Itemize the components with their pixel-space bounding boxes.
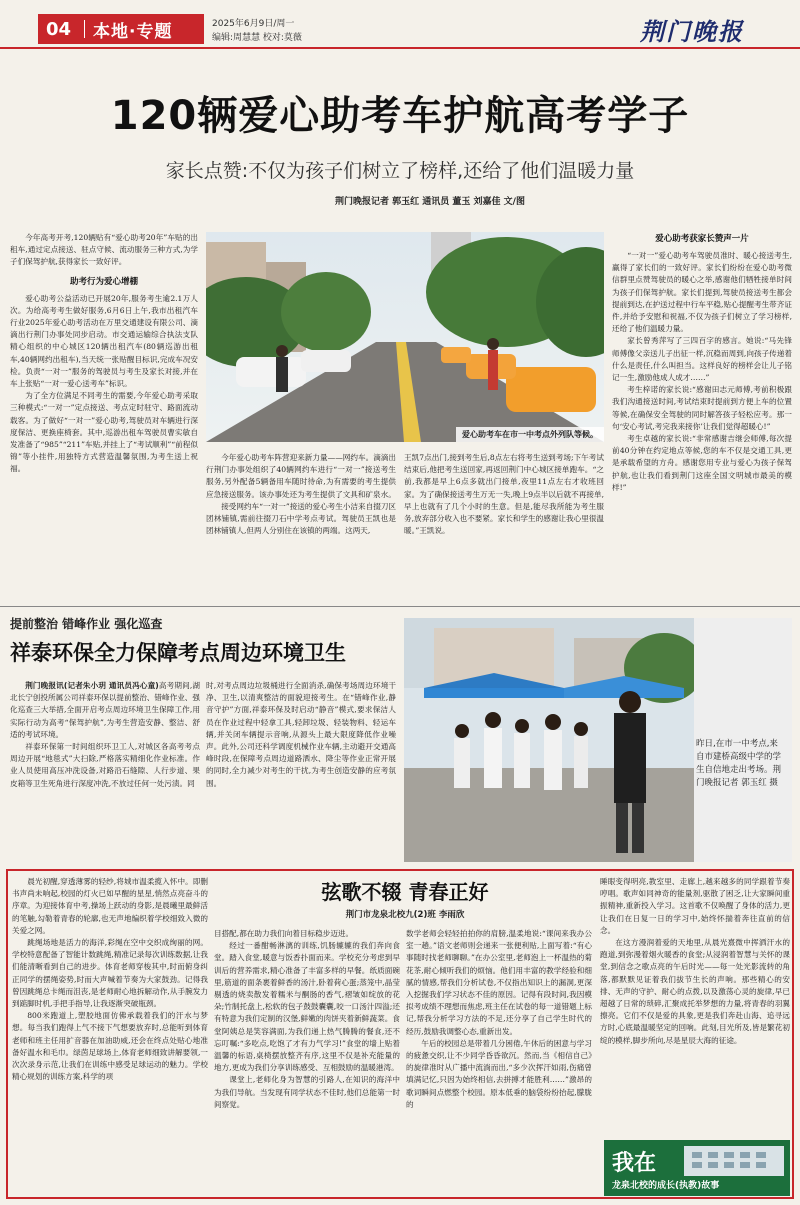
story3-column-4 bbox=[600, 876, 790, 1138]
lead-photo-caption: 爱心助考车在市一中考点外列队等候。 bbox=[456, 427, 604, 442]
story2-paragraph: 高考期间,湖北长宁创投所属公司祥泰环保以提前整治、错峰作业、强化巡查三大举措,全面开启考点周边环境卫生保障工作,用实际行动为高考“保驾护航”,为考生营造安静、整洁、舒适的考试环境。 bbox=[10, 681, 200, 739]
section-number: 04 bbox=[46, 18, 72, 40]
story3-paragraph: 跳绳场地是活力的海洋,彩绳在空中交织成绚丽的网。学校特意配备了智能计数跳绳,精准记录每次训练数据,让我们能清晰看到自己的进步。体育老师穿梭其中,时而俯身纠正同学的摆绳姿势,时而大声喊着节奏为大家鼓劲。记得我曾因跳绳总卡绳而沮丧,是老师耐心地拆解动作,从手腕发力到踮脚时机,手把手指导,让我逐渐突破瓶颈。 bbox=[12, 938, 208, 1009]
page-header bbox=[0, 0, 800, 48]
students-exit-image bbox=[404, 618, 694, 862]
editor-credits: 编辑:周慧慧 校对:莫薇 bbox=[212, 33, 302, 43]
issue-date: 2025年6月9日/周一 bbox=[212, 19, 295, 29]
story2-column-2 bbox=[206, 680, 396, 860]
lead-byline: 荆门晚报记者 郭玉红 通讯员 董玉 刘嘉佳 文/图 bbox=[335, 197, 525, 207]
section-name: 本地·专题 bbox=[93, 21, 173, 42]
story3-paragraph: 在这方漫润着爱的天地里,从晨光熹微中挥洒汗水的跑道,到弥漫着烟火暖香的食堂;从浸润着智慧与关怀的课堂,到信念之歌点亮的午后时光——每一处光影流转的角落,都默默见证着我们拔节生长的声响。那些精心的安排、无声的守护、耐心的点拨,以及激荡心灵的旋律,早已超越了日常的琐碎,汇聚成托举梦想的力量,将青春的羽翼擦亮。它们不仅是爱的具象,更是我们奔赴山海、追寻远方时,心底最温暖坚定的回响。此刻,目光所及,皆是繁花初绽的模样,脚步所向,尽是星辰大海的征途。 bbox=[600, 938, 790, 1045]
masthead-logo: 荆门晚报 bbox=[640, 17, 744, 46]
badge-title: 我在 bbox=[612, 1151, 657, 1176]
section-divider-rule bbox=[0, 606, 800, 607]
lead-column-4 bbox=[612, 232, 792, 602]
section-divider bbox=[84, 20, 85, 38]
lead-paragraph: 考生梓诺的家长说:“感谢田志元师傅,考前积极跟我们沟通接送时间,考试结束时提前到方便上车的位置等候,在确保安全驾驶的同时解答孩子轻松应考。那一句‘安心考试,考完我来接你’让我们觉得超暖心!” bbox=[612, 385, 792, 431]
story3-column-2 bbox=[214, 928, 400, 1194]
lead-subheading: 助考行为爱心增棚 bbox=[69, 276, 138, 287]
story3-paragraph: 晨光初醒,穿透薄雾的轻纱,将城市温柔揽入怀中。即删书声尚未响起,校园的灯火已如早醒的星星,悄然点亮奋斗的序章。为迎接体育中考,操场上跃动的身影,是晨曦里最鲜活的笔触,勾勒着青春的轮廓,也无声地编织着学校细致入微的关爱之网。 bbox=[12, 877, 208, 935]
story3-paragraph: 课堂上,老师化身为智慧的引路人,在知识的海洋中为我们导航。当发现有同学状态不佳时,他们总能第一时间察觉。 bbox=[214, 1075, 400, 1109]
story2-kicker: 提前整治 错峰作业 强化巡查 bbox=[10, 617, 163, 631]
story3-paragraph: 数学老师会轻轻拍拍你的肩膀,温柔地说:“课间来我办公室一趟。”语文老师则会递来一张便利贴,上面写着:“有心事随时找老师聊聊。”在办公室里,老师泡上一杯温热的菊花茶,耐心倾听我们的烦恼。他们用丰富的教学经验和细腻的情感,帮我们分析试卷,不仅指出知识上的漏洞,更深入挖掘我们学习状态不佳的原因。记得有段时间,我因模拟考成绩不理想而焦虑,班主任在试卷的每一道错题上标记,帮我分析学习方法的不足,还分享了自己学生时代的经历,鼓励我调整心态,重新出发。 bbox=[406, 929, 592, 1036]
story3-paragraph: 800米跑道上,塑胶地面仿佛承载着我们的汗水与梦想。每当我们跑得上气不接下气想要放弃时,总能听到体育老师和班主任用扩音器在加油助威,还会在终点处贴心地准备好温水和毛巾。绿茵足球场上,体育老师细致讲解要领,一次次录身示范,让我们在训练中感受足球运动的魅力。学校精心规划的训练方案,科学的项 bbox=[12, 1011, 208, 1082]
story2-photo bbox=[404, 618, 792, 862]
column-badge bbox=[604, 1140, 790, 1196]
lead-subheading: 爱心助考获家长赞声一片 bbox=[655, 234, 749, 244]
taxi-queue-image bbox=[206, 232, 604, 442]
lead-paragraph: “一对一”爱心助考车驾驶员准时、暖心接送考生,赢得了家长们的一致好评。家长们纷纷在爱心助考微信群里点赞驾驶员的暖心之举,感谢他们牺牲接单时间为孩子们保驾护航。家长们提到,驾驶员接送考生都会提前到达,在护送过程中行车平稳,贴心提醒考生带齐证件,并给予安慰和祝福,不仅为孩子们树立了学习榜样,还给了他们温暖力量。 bbox=[612, 251, 792, 334]
story3-paragraph: 经过一番酣畅淋漓的训练,饥肠辘辘的我们奔向食堂。踏入食堂,暖意与饭香扑面而来。学校充分考虑到早训后的营养需求,精心准备了丰富多样的早餐。纸质面碗里,筋道的面条裹着鲜香的汤汁,卧着荷心蛋;蒸笼中,晶莹剔透的烧卖散发着糯米与酮肠的香气,褶皱如绽放的花朵;竹制托盘上,松软的包子鼓鼓囊囊,咬一口汤汁四溢;还有特意为我们定制的汉堡,鲜嫩的肉饼夹着新鲜蔬菜。食堂阿姨总是笑容满面,为我们递上热气腾腾的餐食,还不忘叮嘱:“多吃点,吃饱了才有力气学习!”食堂的墙上贴着温馨的标语,桌椅摆放整齐有序,这里不仅是补充能量的地方,更成为我们分享训练感受、互相鼓励的温暖港湾。 bbox=[214, 941, 400, 1073]
story3-paragraph: 睡眼变得明亮,教室里、走廊上,越来越多的同学跟着节奏哼唱。歌声如同神奇的能量剂,驱散了困乏,让大家瞬间重振精神,重新投入学习。这首歌不仅唤醒了身体的活力,更让我们在日复一日的学习中,始终怀揣着奔往直前的信念。 bbox=[600, 877, 790, 935]
lead-paragraph: 为了全方位满足不同考生的需要,今年爱心助考采取三种模式:“一对一”定点接送、考点定时驻守、路面流动载客。为了做好“一对一”爱心助考,驾驶员对车辆进行深度保洁、更换座椅套。其中,巡游出租车驾驶员曹实敏自发准备了“985”“211”车贴,并挂上了“考试顺利”“前程似锦”等小挂件,用独特方式营造温馨氛围,为考生送上祝福。 bbox=[10, 391, 198, 474]
section-label bbox=[38, 14, 204, 44]
story2-paragraph: 祥泰环保第一时间组织环卫工人,对城区各高考考点周边开展“地毯式”大扫除,严格落实精细化作业标准。作业人员使用高压冲洗设备,对路沿石缝隙、人行步道、果皮箱等卫生死角进行深度冲洗,不放过任何一处污渍。同 bbox=[10, 742, 200, 788]
badge-subtitle: 龙泉北校的成长(执教)故事 bbox=[612, 1181, 720, 1191]
story2-column-1 bbox=[10, 680, 200, 860]
lead-column-3 bbox=[404, 452, 604, 602]
header-rule bbox=[0, 47, 800, 49]
story2-paragraph: 时,对考点周边垃圾桶进行全面消杀,确保考场周边环境干净、卫生,以清爽整洁的面貌迎接考生。在“错峰作业,静音守护”方面,祥泰环保及时启动“静音”模式,要求保洁人员在作业过程中轻拿工具,轻卸垃圾、轻装物料、轻运车辆,并关闭车辆提示音响,从源头上最大限度降低作业噪声。此外,公司还科学调度机械作业车辆,主动避开交通高峰时段,在保障考点周边道路洒水、降尘等作业正常开展的同时,全力减少对考生的干扰,为考生创造安静的应考氛围。 bbox=[206, 681, 396, 788]
lead-paragraph: 王凯7点出门,接到考生后,8点左右将考生送到考场;下午考试结束后,他把考生送回家,再返回荆门中心城区接单跑车。“之前,我都是早上6点多就出门接单,夜里11点左右才收班回家。为了确保接送考生万无一失,晚上9点半以后就不再接单,早上也就有了几个小时的生意。但是,能尽我所能为考生服务,放弃部分收入也不要紧。家长和学生的感谢让我心里很温暖。”王凯说。 bbox=[404, 453, 604, 536]
story3-column-1 bbox=[12, 876, 208, 1194]
lead-paragraph: 考生卓越的家长说:“非常感谢吉继会师傅,每次提前40分钟在约定地点等候,您的车不仅是交通工具,更是承载希望的方舟。感谢您用专业与爱心为孩子保驾护航,也让我们看到荆门这座全国文明城市最美的模样!” bbox=[612, 434, 792, 492]
lead-paragraph: 今年爱心助考车阵营迎来新力量——网约车。滴滴出行荆门办事处组织了40辆网约车进行“一对一”接送考生服务,另外配备5辆备用车随时待命,为有需要的考生提供应急接送服务。该办事处还为考生提供了文具和矿泉水。 bbox=[206, 453, 396, 499]
story3-title: 弦歌不辍 青春正好 bbox=[321, 880, 489, 904]
story2-photo-caption: 昨日,在市一中考点,来自市建桥高级中学的学生自信地走出考场。荆门晚报记者 郭玉红 摄 bbox=[696, 739, 782, 788]
story3-column-3 bbox=[406, 928, 592, 1194]
story3-paragraph: 目搭配,都在助力我们向着目标稳步迈进。 bbox=[214, 929, 354, 938]
lead-paragraph: 今年高考开考,120辆贴有“爱心助考20年”车贴的出租车,通过定点接送、驻点守候、流动服务三种方式,为学子们保驾护航,获得家长一致好评。 bbox=[10, 233, 198, 267]
story3-byline: 荆门市龙泉北校九(2)班 李雨欣 bbox=[345, 910, 465, 920]
story3-paragraph: 午后的校园总是带着几分困倦,午休后的困意与学习的疲惫交织,让不少同学昏昏欲沉。然而,当《相信自己》的旋律准时从广播中流淌而出,“多少次挥汗如雨,伤痛曾填满记忆,只因为始终相信,去拼搏才能胜利……”激昂的歌词瞬间点燃整个校园。原本低垂的脑袋纷纷抬起,朦胧的 bbox=[406, 1038, 592, 1109]
lead-headline: 120辆爱心助考车护航高考学子 bbox=[110, 93, 690, 139]
lead-paragraph: 家长曾秀萍写了三四百字的感言。她说:“马先锋师傅像父亲送儿子出征一样,沉稳而周到,向孩子传递着什么是责任,什么叫担当。这样良好的榜样会让儿子铭记一生,激励他成人成才……” bbox=[612, 336, 792, 383]
lead-paragraph: 爱心助考公益活动已开展20年,服务考生逾2.1万人次。为给高考考生做好服务,6月6日上午,我市出租汽车行业2025年爱心助考活动在万里交通建设有限公司、滴滴出行荆门办事处同步启动。市交通运输综合执法支队精心组织的中心城区120辆出租汽车(80辆巡游出租车,40辆网约出租车),当天统一张贴醒目标识,完成车况安检。负责“一对一”服务的驾驶员与考生及家长对接,并在车上张贴“一对一爱心送考车”标识。 bbox=[10, 293, 198, 389]
lead-photo bbox=[206, 232, 604, 442]
lead-column-1 bbox=[10, 232, 198, 602]
lead-paragraph: 接受网约车“一对一”接送的爱心考生小洁来自掇刀区团林铺镇,需前往掇刀石中学考点考试。驾驶员王凯也是团林铺镇人,但两人分别住在该镇的两端。这两天, bbox=[206, 501, 396, 536]
lead-subhead: 家长点赞:不仅为孩子们树立了榜样,还给了他们温暖力量 bbox=[165, 160, 635, 182]
lead-column-2 bbox=[206, 452, 396, 602]
story2-lead-credit: 荆门晚报讯(记者朱小玥 通讯员冯心童) bbox=[25, 681, 159, 690]
story2-title: 祥泰环保全力保障考点周边环境卫生 bbox=[10, 641, 346, 665]
